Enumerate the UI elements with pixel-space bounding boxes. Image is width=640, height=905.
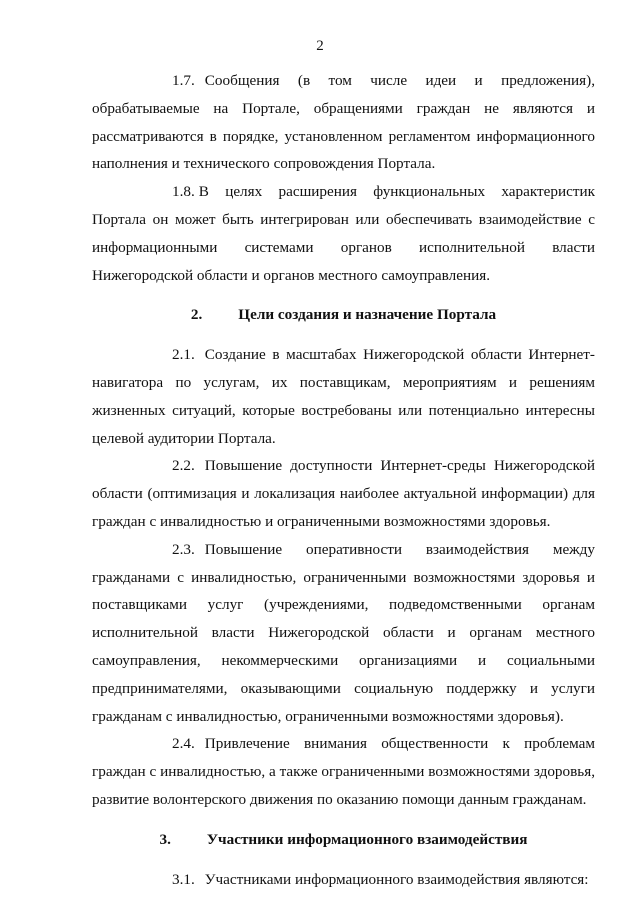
section-number: 2.: [190, 306, 203, 324]
paragraph-marker: 1.7.: [172, 72, 195, 89]
section-3-heading: [92, 814, 595, 866]
paragraph-text: Создание в масштабах Нижегородской области Интернет-навигатора по услугам, их поставщикам, мероприятиям и решениям жизненных ситуаций, которые востребованы или потенциально интересны целевой аудитории Портала.: [92, 346, 595, 447]
paragraph-text: В целях расширения функциональных характеристик Портала он может быть интегрирован или обеспечивать взаимодействие с информационными системами органов исполнительной власти Нижегородской области и органов местного самоуправления.: [92, 183, 595, 284]
paragraph-text: Повышение оперативности взаимодействия между гражданами с инвалидностью, ограниченными возможностями здоровья и поставщиками услуг (учреждениями, подведомственными органам исполнительной власти Нижегородской области и органам местного самоуправления, некоммерческими организациями и социальными предпринимателями, оказывающими социальную поддержку и услуги гражданам с инвалидностью, ограниченными возможностями здоровья).: [92, 540, 595, 725]
paragraph-2-2: [92, 452, 595, 535]
section-number: 3.: [159, 830, 171, 848]
paragraph-text: Сообщения (в том числе идеи и предложения), обрабатываемые на Портале, обращениями граждан не являются и рассматриваются в порядке, установленном регламентом информационного наполнения и технического сопровождения Портала.: [92, 72, 595, 173]
paragraph-3-1: [92, 866, 595, 894]
paragraph-1-8: [92, 178, 595, 289]
paragraph-marker: 2.3.: [172, 540, 195, 558]
paragraph-1-7: [92, 67, 595, 178]
paragraph-2-4: [92, 730, 595, 813]
paragraph-2-1: [92, 341, 595, 452]
paragraph-marker: 2.2.: [172, 457, 195, 475]
section-title: Участники информационного взаимодействия: [206, 830, 528, 848]
section-title: Цели создания и назначение Портала: [238, 306, 497, 324]
paragraph-2-3: [92, 536, 595, 731]
paragraph-text: Привлечение внимания общественности к проблемам граждан с инвалидностью, а также ограниченными возможностями здоровья, развитие волонтерского движения по оказанию помощи данным гражданам.: [92, 735, 595, 808]
paragraph-marker: 2.4.: [172, 735, 195, 753]
document-body: [92, 67, 595, 893]
paragraph-marker: 2.1.: [172, 346, 195, 364]
paragraph-text: Участниками информационного взаимодействия являются:: [204, 870, 589, 888]
paragraph-text: Повышение доступности Интернет-среды Нижегородской области (оптимизация и локализация наиболее актуальной информации) для граждан с инвалидностью и ограниченными возможностями здоровья.: [92, 457, 595, 530]
paragraph-marker: 3.1.: [172, 870, 195, 888]
section-2-heading: [92, 289, 595, 341]
page-number: 2: [316, 38, 324, 54]
paragraph-marker: 1.8.: [172, 183, 195, 201]
